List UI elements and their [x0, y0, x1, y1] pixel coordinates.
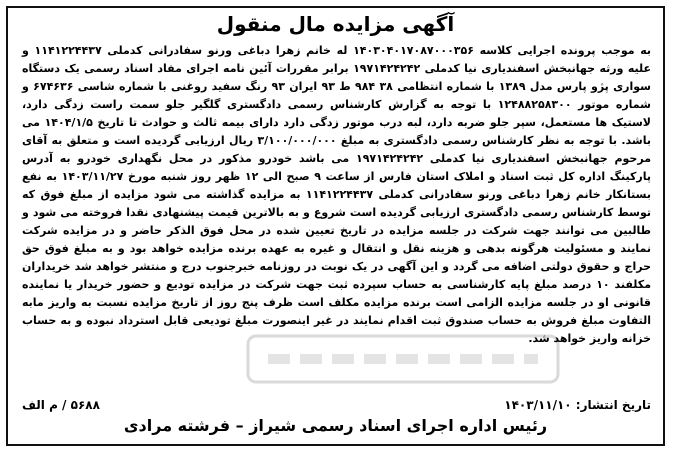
reference-code: ۵۶۸۸ / م الف — [22, 398, 100, 412]
notice-footer — [22, 398, 651, 418]
publish-date: تاریخ انتشار: ۱۴۰۳/۱۱/۱۰ — [504, 398, 651, 412]
auction-notice — [6, 6, 665, 446]
notice-title: آگهی مزایده مال منقول — [216, 12, 455, 36]
signature-line: رئیس اداره اجرای اسناد رسمی شیراز – فرشته مرادی — [123, 416, 548, 435]
notice-body: به موجب پرونده اجرایی کلاسه ۱۴۰۳۰۴۰۱۷۰۸۷۰۰۰۳۵۶ له خانم زهرا دباغی ورنو سفادرانی کدملی ۱۱۴۱۲۲۴۴۳۷ و علیه ورثه جهانبخش اسفندیاری نیا کدملی ۱۹۷۱۴۲۴۲۴۲ برابر مقررات آئین نامه اجرای مفاد اسناد رسمی یک دستگاه سواری پژو پارس مدل ۱۳۸۹ با شماره انتظامی ۳۸ ۹۸۴ ط ۹۳ ایران ۹۳ رنگ سفید روغنی با شماره شاسی ۶۷۴۶۳۶ و شماره موتور ۱۲۴۸۸۲۵۸۳۰۰ با توجه به گزارش کارشناس رسمی دادگستری گلگیر جلو سمت راست زدگی دارد، لاستیک ها مستعمل، سپر جلو ضربه دارد، لبه درب موتور زدگی دارد دارای بیمه ثالث و حوادث تا تاریخ ۱۴۰۴/۱/۵ می باشد. با توجه به نظر کارشناس رسمی دادگستری به مبلغ ۳/۱۰۰/۰۰۰/۰۰۰ ریال ارزیابی گردیده است و متعلق به آقای مرحوم جهانبخش اسفندیاری نیا کدملی ۱۹۷۱۴۲۴۲۴۲ می باشد خودرو مذکور در محل نگهداری خودرو به آدرس پارکینگ اداره کل ثبت اسناد و املاک استان فارس از ساعت ۹ صبح الی ۱۲ ظهر روز شنبه مورخ ۱۴۰۳/۱۱/۲۷ به نفع بستانکار خانم زهرا دباغی ورنو سفادرانی کدملی ۱۱۴۱۲۲۴۴۳۷ به مزایده گذاشته می شود مزایده از مبلغ فوق که توسط کارشناس رسمی دادگستری ارزیابی گردیده است شروع و به بالاترین قیمت پیشنهادی نقدا فروخته می شود و طالبین می توانند جهت شرکت در جلسه مزایده در تاریخ تعیین شده در محل فوق الذکر حاضر و در مزایده شرکت نمایند و مسئولیت هرگونه بدهی و هزینه نقل و انتقال و غیره به عهده برنده مزایده خواهد بود و به مبلغ فوق حق حراج و حقوق دولتی اضافه می گردد و این آگهی در یک نوبت در روزنامه خبرجنوب درج و منتشر خواهد شد خریداران مکلفند ۱۰ درصد مبلغ پایه کارشناسی به حساب سپرده ثبت جهت شرکت در مزایده تودیع و حضور خریدار یا نماینده قانونی او در جلسه مزایده الزامی است برنده مزایده مکلف است ظرف پنج روز از تاریخ مزایده نسبت به واریز مابه التفاوت مبلغ فروش به حساب صندوق ثبت اقدام نمایند در غیر اینصورت مبلغ تودیعی قابل استرداد نبوده و به حساب خزانه واریز خواهد شد. — [22, 44, 652, 345]
